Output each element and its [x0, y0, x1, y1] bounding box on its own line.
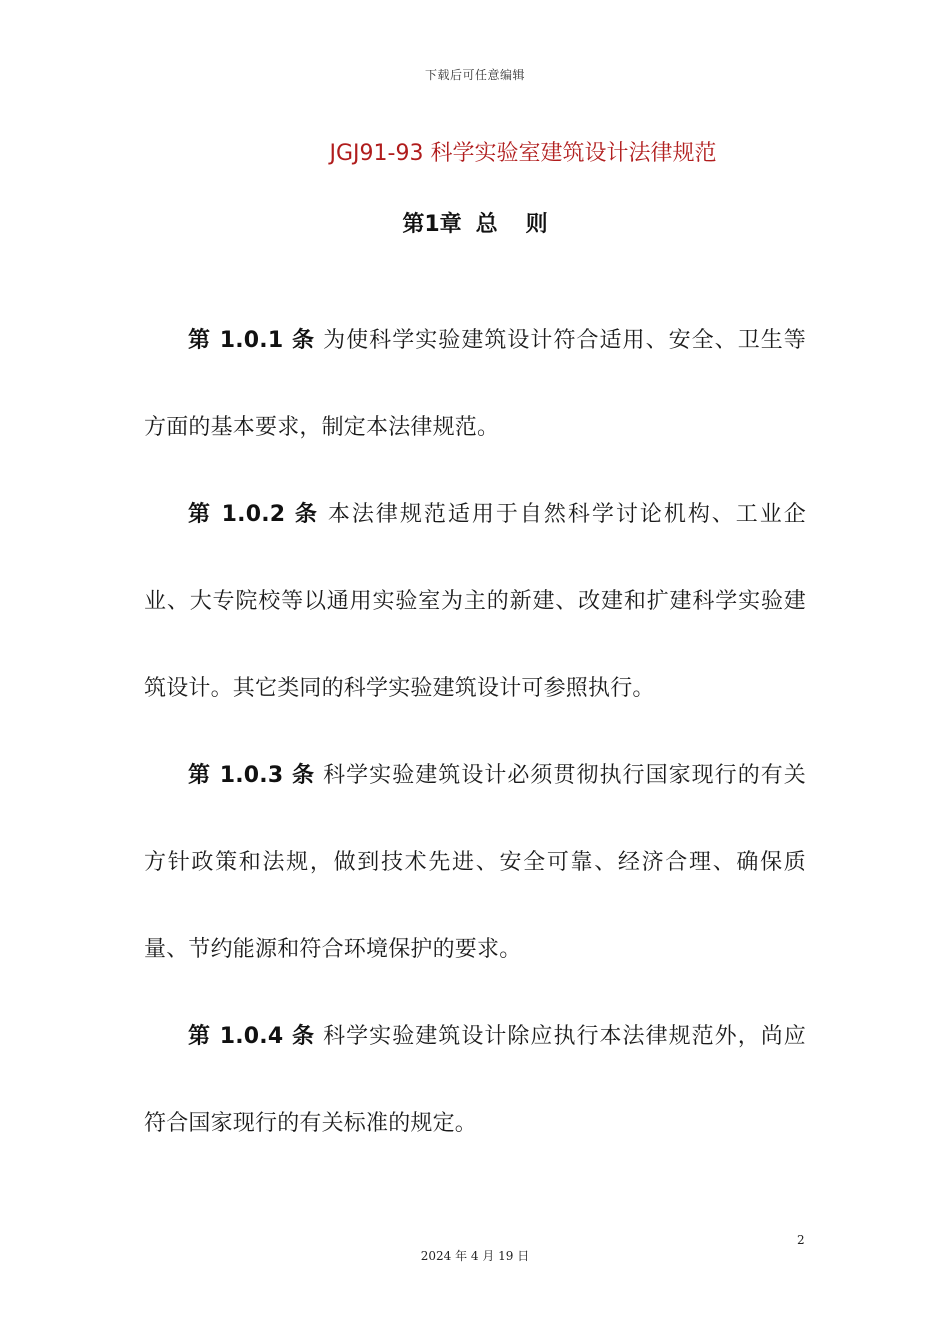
- article-1-0-2: [144, 471, 806, 732]
- article-1-0-1: [144, 297, 806, 471]
- document-body: [144, 297, 806, 1167]
- page-footer-date: 2024 年 4 月 19 日: [420, 1249, 530, 1263]
- article-number: 第 1.0.3 条: [188, 763, 316, 788]
- article-text: 科学实验建筑设计必须贯彻执行国家现行的有关方针政策和法规，做到技术先进、安全可靠、经济合理、确保质量、节约能源和符合环境保护的要求。: [144, 763, 806, 962]
- chapter-name-part2: 则: [525, 212, 548, 237]
- chapter-name-part1: 总: [475, 212, 498, 237]
- page-header-note: 下载后可任意编辑: [424, 68, 525, 82]
- article-text: 科学实验建筑设计除应执行本法律规范外，尚应符合国家现行的有关标准的规定。: [144, 1024, 806, 1136]
- article-number: 第 1.0.4 条: [188, 1024, 316, 1049]
- article-number: 第 1.0.1 条: [188, 328, 316, 353]
- chapter-number: 第1章: [402, 212, 462, 237]
- chapter-heading: [0, 207, 950, 238]
- article-1-0-3: [144, 732, 806, 993]
- page-number: 2: [797, 1233, 805, 1247]
- article-text: 为使科学实验建筑设计符合适用、安全、卫生等方面的基本要求，制定本法律规范。: [144, 328, 806, 440]
- article-text: 本法律规范适用于自然科学讨论机构、工业企业、大专院校等以通用实验室为主的新建、改建和扩建科学实验建筑设计。其它类同的科学实验建筑设计可参照执行。: [144, 502, 806, 701]
- article-number: 第 1.0.2 条: [188, 502, 319, 527]
- article-1-0-4: [144, 993, 806, 1167]
- document-title: JGJ91-93 科学实验室建筑设计法律规范: [329, 141, 717, 166]
